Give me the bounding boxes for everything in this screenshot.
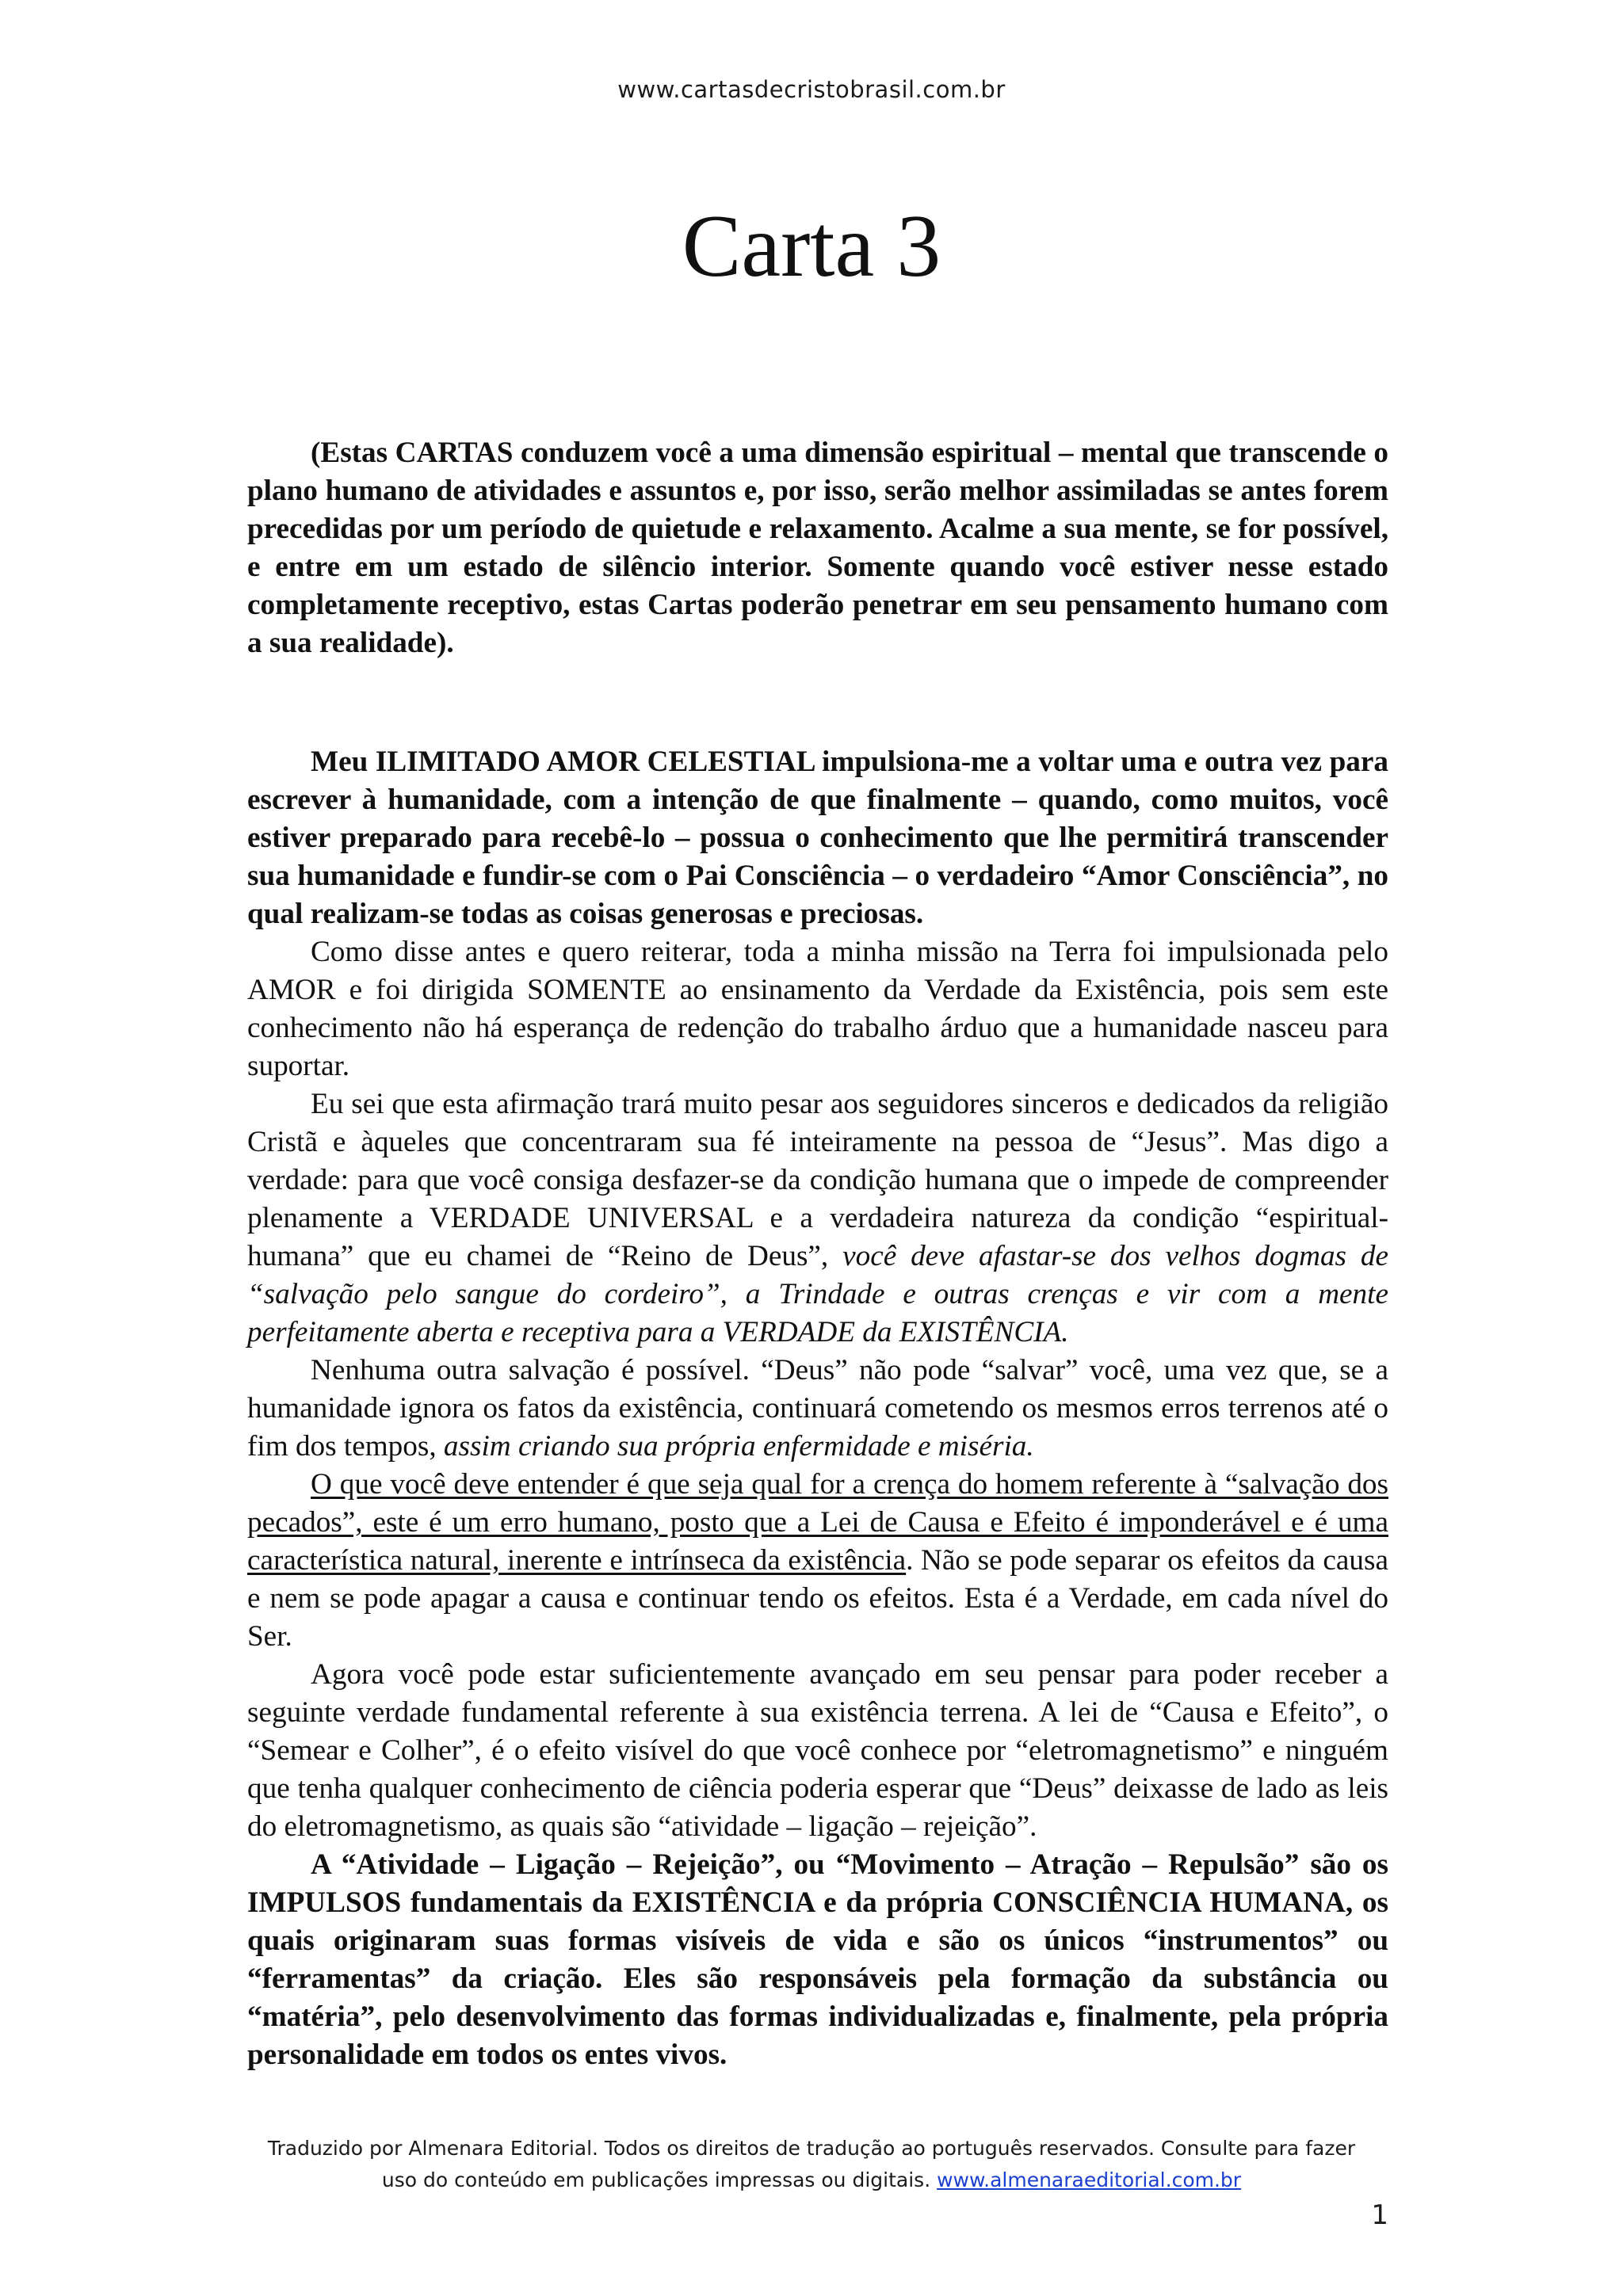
paragraph-3 <box>247 1085 1388 1352</box>
paragraph-5-underlined: O que você deve entender é que seja qual for a crença do homem referente à “salvação dos pecados”, este é um erro humano, posto que a Lei de Causa e Efeito é imponderável e é uma característica natural, inerente e intrínseca da existência <box>247 1468 1388 1577</box>
paragraph-4-text: Nenhuma outra salvação é possível. “Deus” não pode “salvar” você, uma vez que, se a humanidade ignora os fatos da existência, continuará cometendo os mesmos erros terrenos até o fim dos tempos, <box>247 1354 1388 1463</box>
footer-link[interactable]: www.almenaraeditorial.com.br <box>937 2168 1242 2191</box>
footer-line-2-text: uso do conteúdo em publicações impressas ou digitais. <box>381 2168 938 2191</box>
paragraph-7: A “Atividade – Ligação – Rejeição”, ou “Movimento – Atração – Repulsão” são os IMPULSOS fundamentais da EXISTÊNCIA e da própria CONSCIÊNCIA HUMANA, os quais originaram suas formas visíveis de vida e são os únicos “instrumentos” ou “ferramentas” da criação. Eles são responsáveis pela formação da substância ou “matéria”, pelo desenvolvimento das formas individualizadas e, finalmente, pela própria personalidade em todos os entes vivos. <box>247 1848 1388 2071</box>
page-title: Carta 3 <box>682 197 941 296</box>
letter-body <box>247 743 1388 2074</box>
paragraph-5-text: . Não se pode separar os efeitos da causa e nem se pode apagar a causa e continuar tendo os efeitos. Esta é a Verdade, em cada nível do Ser. <box>247 1544 1388 1653</box>
paragraph-6: Agora você pode estar suficientemente avançado em seu pensar para poder receber a seguinte verdade fundamental referente à sua existência terrena. A lei de “Causa e Efeito”, o “Semear e Colher”, é o efeito visível do que você conhece por “eletromagnetismo” e ninguém que tenha qualquer conhecimento de ciência poderia esperar que “Deus” deixasse de lado as leis do eletromagnetismo, as quais são “atividade – ligação – rejeição”. <box>247 1658 1388 1843</box>
intro-block <box>247 434 1388 662</box>
paragraph-4 <box>247 1352 1388 1466</box>
page-number: 1 <box>1371 2199 1388 2231</box>
paragraph-3-text: Eu sei que esta afirmação trará muito pesar aos seguidores sinceros e dedicados da religião Cristã e àqueles que concentraram sua fé inteiramente na pessoa de “Jesus”. Mas digo a verdade: para que você consiga desfazer-se da condição humana que o impede de compreender plenamente a VERDADE UNIVERSAL e a verdadeira natureza da condição “espiritual-humana” que eu chamei de “Reino de Deus”, <box>247 1088 1388 1272</box>
paragraph-5 <box>247 1466 1388 1656</box>
header-site-url: www.cartasdecristobrasil.com.br <box>617 76 1006 103</box>
paragraph-4-italic: assim criando sua própria enfermidade e miséria. <box>443 1430 1034 1463</box>
paragraph-2: Como disse antes e quero reiterar, toda a minha missão na Terra foi impulsionada pelo AMOR e foi dirigida SOMENTE ao ensinamento da Verdade da Existência, pois sem este conhecimento não há esperança de redenção do trabalho árduo que a humanidade nasceu para suportar. <box>247 936 1388 1082</box>
intro-paragraph: (Estas CARTAS conduzem você a uma dimensão espiritual – mental que transcende o plano humano de atividades e assuntos e, por isso, serão melhor assimiladas se antes forem precedidas por um período de quietude e relaxamento. Acalme a sua mente, se for possível, e entre em um estado de silêncio interior. Somente quando você estiver nesse estado completamente receptivo, estas Cartas poderão penetrar em seu pensamento humano com a sua realidade). <box>247 437 1388 659</box>
footer <box>0 2133 1623 2196</box>
paragraph-1: Meu ILIMITADO AMOR CELESTIAL impulsiona-me a voltar uma e outra vez para escrever à humanidade, com a intenção de que finalmente – quando, como muitos, você estiver preparado para recebê-lo – possua o conhecimento que lhe permitirá transcender sua humanidade e fundir-se com o Pai Consciência – o verdadeiro “Amor Consciência”, no qual realizam-se todas as coisas generosas e preciosas. <box>247 746 1388 930</box>
paragraph-3-italic: você deve afastar-se dos velhos dogmas de “salvação pelo sangue do cordeiro”, a Trindade e outras crenças e vir com a mente perfeitamente aberta e receptiva para a VERDADE da EXISTÊNCIA. <box>247 1240 1388 1348</box>
footer-line-1: Traduzido por Almenara Editorial. Todos os direitos de tradução ao português reservados. Consulte para fazer <box>267 2137 1356 2160</box>
footer-line-2 <box>0 2164 1623 2196</box>
